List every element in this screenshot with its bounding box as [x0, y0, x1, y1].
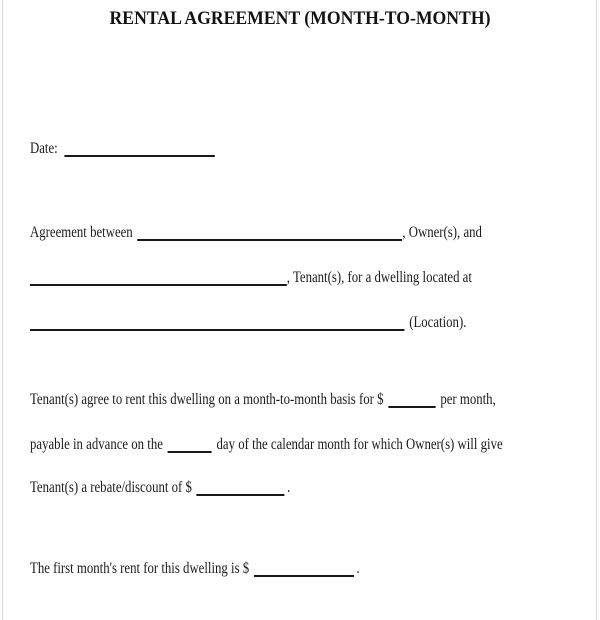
date-blank [64, 143, 214, 157]
terms-line2-suffix: day of the calendar month for which Owner(s) will give [216, 436, 503, 453]
parties-line2-suffix: , Tenant(s), for a dwelling located at [286, 269, 472, 286]
document-title: RENTAL AGREEMENT (MONTH-TO-MONTH) [109, 8, 491, 29]
terms-line3-text: Tenant(s) a rebate/discount of $ [30, 479, 192, 496]
parties-line1-suffix: , Owner(s), and [402, 224, 482, 241]
terms-line-1 [30, 389, 496, 411]
owner-name-blank [138, 227, 403, 241]
terms-line2-text: payable in advance on the [30, 436, 163, 453]
location-blank [30, 317, 404, 331]
first-month-period: . [356, 560, 360, 577]
first-month-text: The first month's rent for this dwelling is $ [30, 560, 250, 577]
terms-line-3 [30, 477, 290, 499]
terms-line1-suffix: per month, [440, 391, 496, 408]
terms-line-2 [30, 434, 503, 456]
date-line [30, 138, 219, 160]
terms-line3-period: . [287, 479, 291, 496]
due-day-blank [168, 439, 212, 453]
parties-line-1 [30, 222, 482, 244]
parties-line1-text: Agreement between [30, 224, 133, 241]
parties-line3-suffix: (Location). [409, 314, 467, 331]
parties-line-3 [30, 312, 466, 334]
monthly-rent-blank [388, 394, 435, 408]
terms-line1-text: Tenant(s) agree to rent this dwelling on a month-to-month basis for $ [30, 391, 384, 408]
page-left-edge [2, 0, 3, 620]
tenant-name-blank [30, 272, 287, 286]
date-label: Date: [30, 140, 58, 157]
page-right-edge [596, 0, 597, 620]
parties-line-2 [30, 267, 472, 289]
first-month-rent-blank [254, 563, 354, 577]
rebate-discount-blank [197, 482, 285, 496]
first-month-line [30, 558, 360, 580]
